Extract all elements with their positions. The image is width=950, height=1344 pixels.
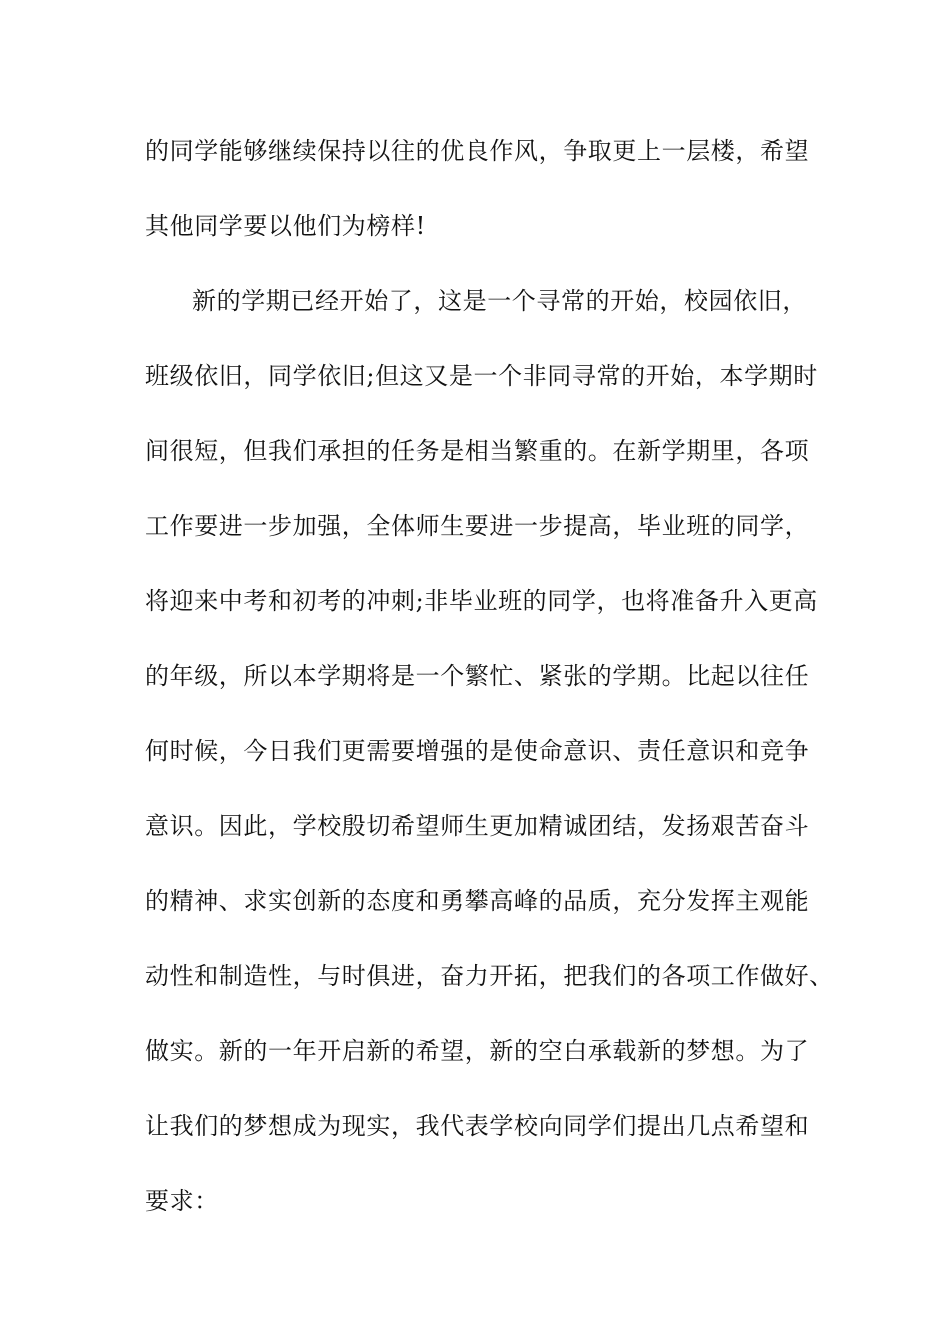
text-line: 将迎来中考和初考的冲刺;非毕业班的同学，也将准备升入更高 [145,587,818,615]
text-line: 工作要进一步加强，全体师生要进一步提高，毕业班的同学， [145,512,810,540]
text-line: 间很短，但我们承担的任务是相当繁重的。在新学期里，各项 [145,437,810,465]
paragraph-start-line: 新的学期已经开始了，这是一个寻常的开始，校园依旧， [192,287,807,315]
text-line: 其他同学要以他们为榜样! [145,212,426,240]
text-line: 意识。因此，学校殷切希望师生更加精诚团结，发扬艰苦奋斗 [145,812,810,840]
text-line: 的同学能够继续保持以往的优良作风，争取更上一层楼，希望 [145,137,810,165]
text-line: 要求： [145,1187,219,1215]
text-line: 的精神、求实创新的态度和勇攀高峰的品质，充分发挥主观能 [145,887,810,915]
text-line: 班级依旧，同学依旧;但这又是一个非同寻常的开始，本学期时 [145,362,818,390]
text-line: 的年级，所以本学期将是一个繁忙、紧张的学期。比起以往任 [145,662,810,690]
text-line: 何时候，今日我们更需要增强的是使命意识、责任意识和竞争 [145,737,810,765]
text-line: 让我们的梦想成为现实，我代表学校向同学们提出几点希望和 [145,1112,810,1140]
text-line: 动性和制造性，与时俱进，奋力开拓，把我们的各项工作做好、 [145,962,834,990]
text-line: 做实。新的一年开启新的希望，新的空白承载新的梦想。为了 [145,1037,810,1065]
